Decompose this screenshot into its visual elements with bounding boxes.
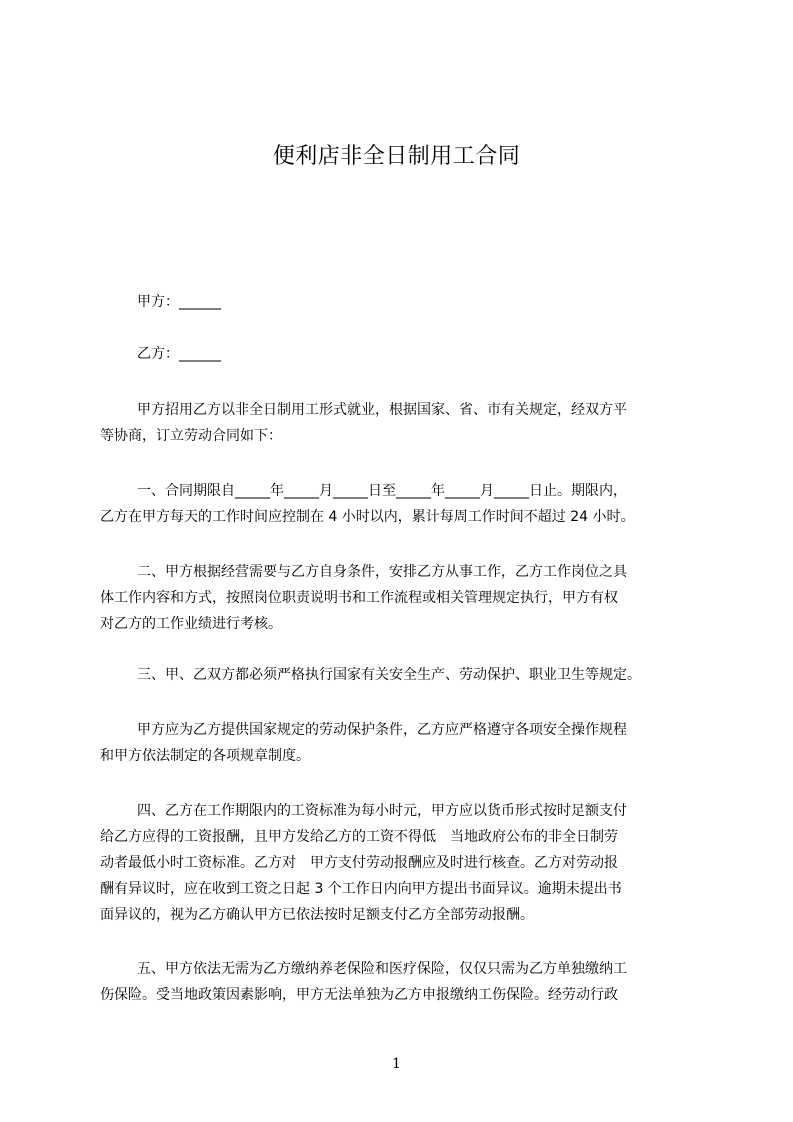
clause-2-line: 二、甲方根据经营需要与乙方自身条件，安排乙方从事工作，乙方工作岗位之具	[137, 564, 627, 580]
party-a-line: 甲方：______	[137, 294, 221, 310]
document-title: 便利店非全日制用工合同	[272, 144, 521, 169]
clause-5-line: 伤保险。受当地政策因素影响，甲方无法单独为乙方申报缴纳工伤保险。经劳动行政	[100, 987, 618, 1003]
clause-2-line: 对乙方的工作业绩进行考核。	[100, 616, 282, 632]
intro-line: 甲方招用乙方以非全日制用工形式就业，根据国家、省、市有关规定，经双方平	[137, 402, 627, 418]
clause-5-line: 五、甲方依法无需为乙方缴纳养老保险和医疗保险，仅仅只需为乙方单独缴纳工	[137, 961, 627, 977]
clause-4-line: 动者最低小时工资标准。乙方对 甲方支付劳动报酬应及时进行核查。乙方对劳动报	[100, 855, 618, 871]
clause-4-line: 四、乙方在工作期限内的工资标准为每小时元，甲方应以货币形式按时足额支付	[137, 803, 627, 819]
clause-3b-line: 甲方应为乙方提供国家规定的劳动保护条件，乙方应严格遵守各项安全操作规程	[137, 722, 627, 738]
clause-4-line: 给乙方应得的工资报酬，且甲方发给乙方的工资不得低 当地政府公布的非全日制劳	[100, 829, 618, 845]
party-b-line: 乙方：______	[137, 346, 221, 362]
intro-line: 等协商，订立劳动合同如下：	[100, 428, 282, 444]
clause-4-line: 酬有异议时，应在收到工资之日起 3 个工作日内向甲方提出书面异议。逾期未提出书	[100, 881, 622, 897]
clause-4-line: 面异议的，视为乙方确认甲方已依法按时足额支付乙方全部劳动报酬。	[100, 907, 534, 923]
page-number: 1	[392, 1056, 401, 1072]
clause-1-line: 乙方在甲方每天的工作时间应控制在 4 小时以内，累计每周工作时间不超过 24 小时。	[100, 509, 635, 525]
clause-3b-line: 和甲方依法制定的各项规章制度。	[100, 748, 310, 764]
clause-1-line: 一、合同期限自_____年_____月_____日至_____年_____月_____日止。期限内，	[137, 483, 627, 499]
clause-3-line: 三、甲、乙双方都必须严格执行国家有关安全生产、劳动保护、职业卫生等规定。	[137, 667, 641, 683]
clause-2-line: 体工作内容和方式，按照岗位职责说明书和工作流程或相关管理规定执行，甲方有权	[100, 590, 618, 606]
